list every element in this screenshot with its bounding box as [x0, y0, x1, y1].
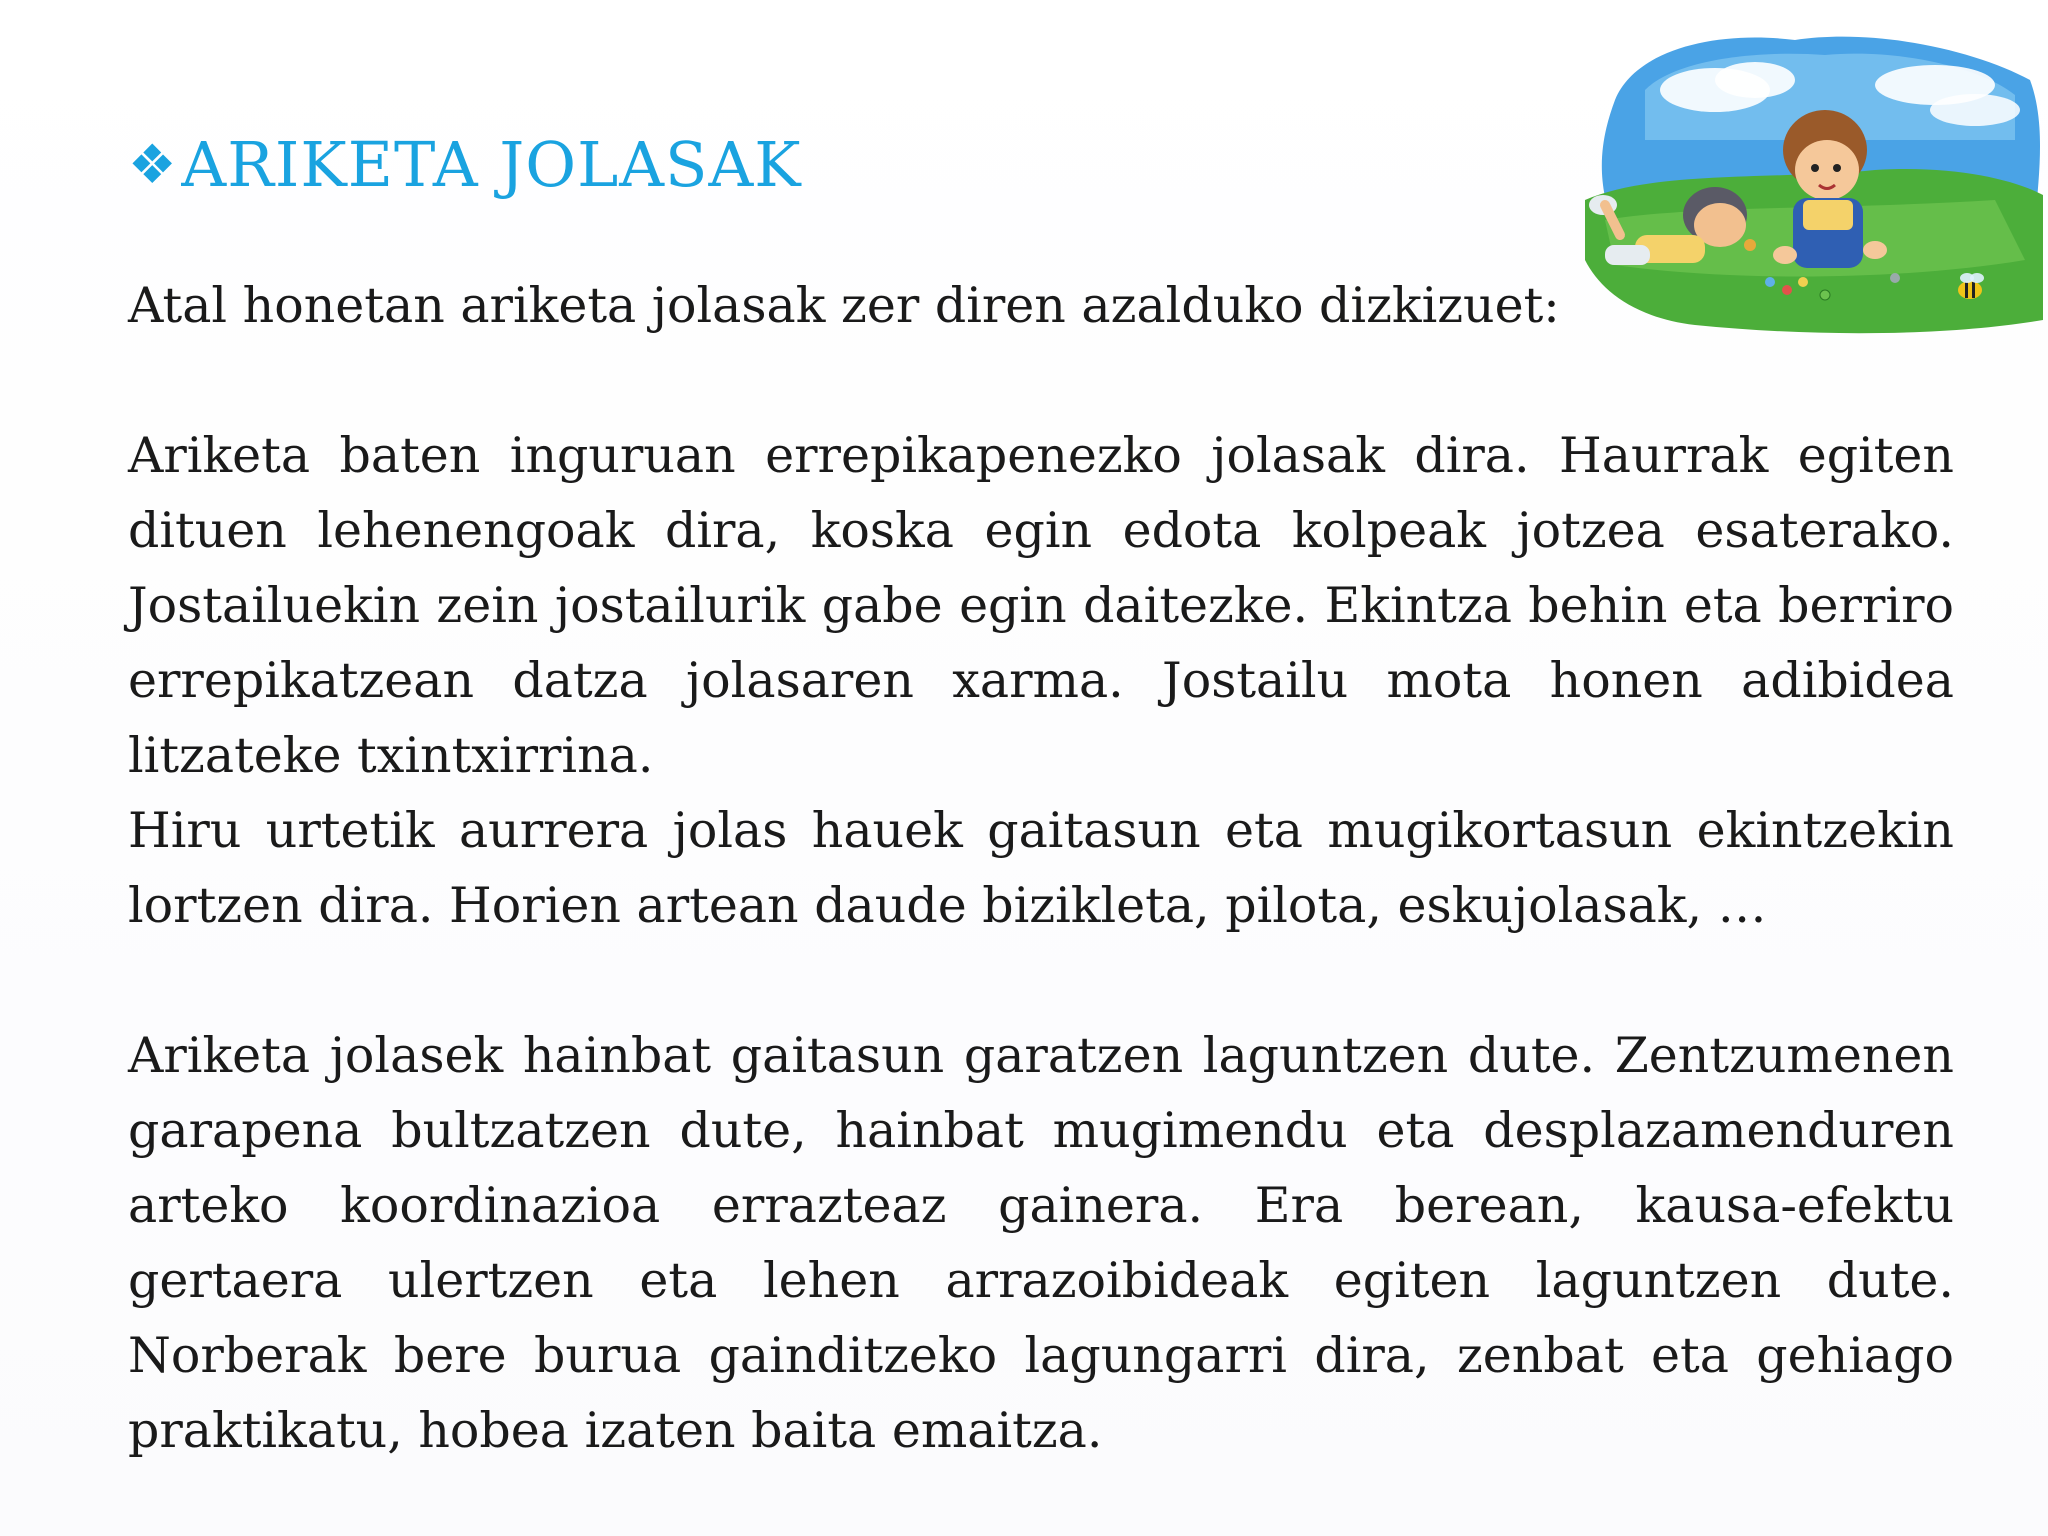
paragraph-3: Ariketa jolasek hainbat gaitasun garatzen laguntzen dute. Zentzumenen garapena bultzatzen dute, hainbat mugimendu eta desplazamenduren arteko koordinazioa errazteaz gainera. Era berean, kausa-efektu gertaera ulertzen eta lehen arrazoibideak egiten laguntzen dute. Norberak bere burua gainditzeko lagungarri dira, zenbat eta gehiago praktikatu, hobea izaten baita emaitza. — [128, 1027, 1954, 1459]
spacer — [128, 943, 1954, 1018]
spacer — [128, 343, 1954, 418]
four-diamond-bullet-icon: ❖ — [128, 133, 178, 196]
body-text — [128, 268, 1954, 1468]
intro-paragraph: Atal honetan ariketa jolasak zer diren azalduko dizkizuet: — [128, 277, 1560, 334]
paragraph-1: Ariketa baten inguruan errepikapenezko jolasak dira. Haurrak egiten dituen lehenengoak dira, koska egin edota kolpeak jotzea esaterako. Jostailuekin zein jostailurik gabe egin daitezke. Ekintza behin eta berriro errepikatzean datza jolasaren xarma. Jostailu mota honen adibidea litzateke txintxirrina. — [128, 427, 1954, 784]
page-title — [128, 128, 802, 201]
page-title-text: ARIKETA JOLASAK — [181, 128, 802, 201]
paragraph-2: Hiru urtetik aurrera jolas hauek gaitasun eta mugikortasun ekintzekin lortzen dira. Horien artean daude bizikleta, pilota, eskujolasak, … — [128, 802, 1954, 934]
